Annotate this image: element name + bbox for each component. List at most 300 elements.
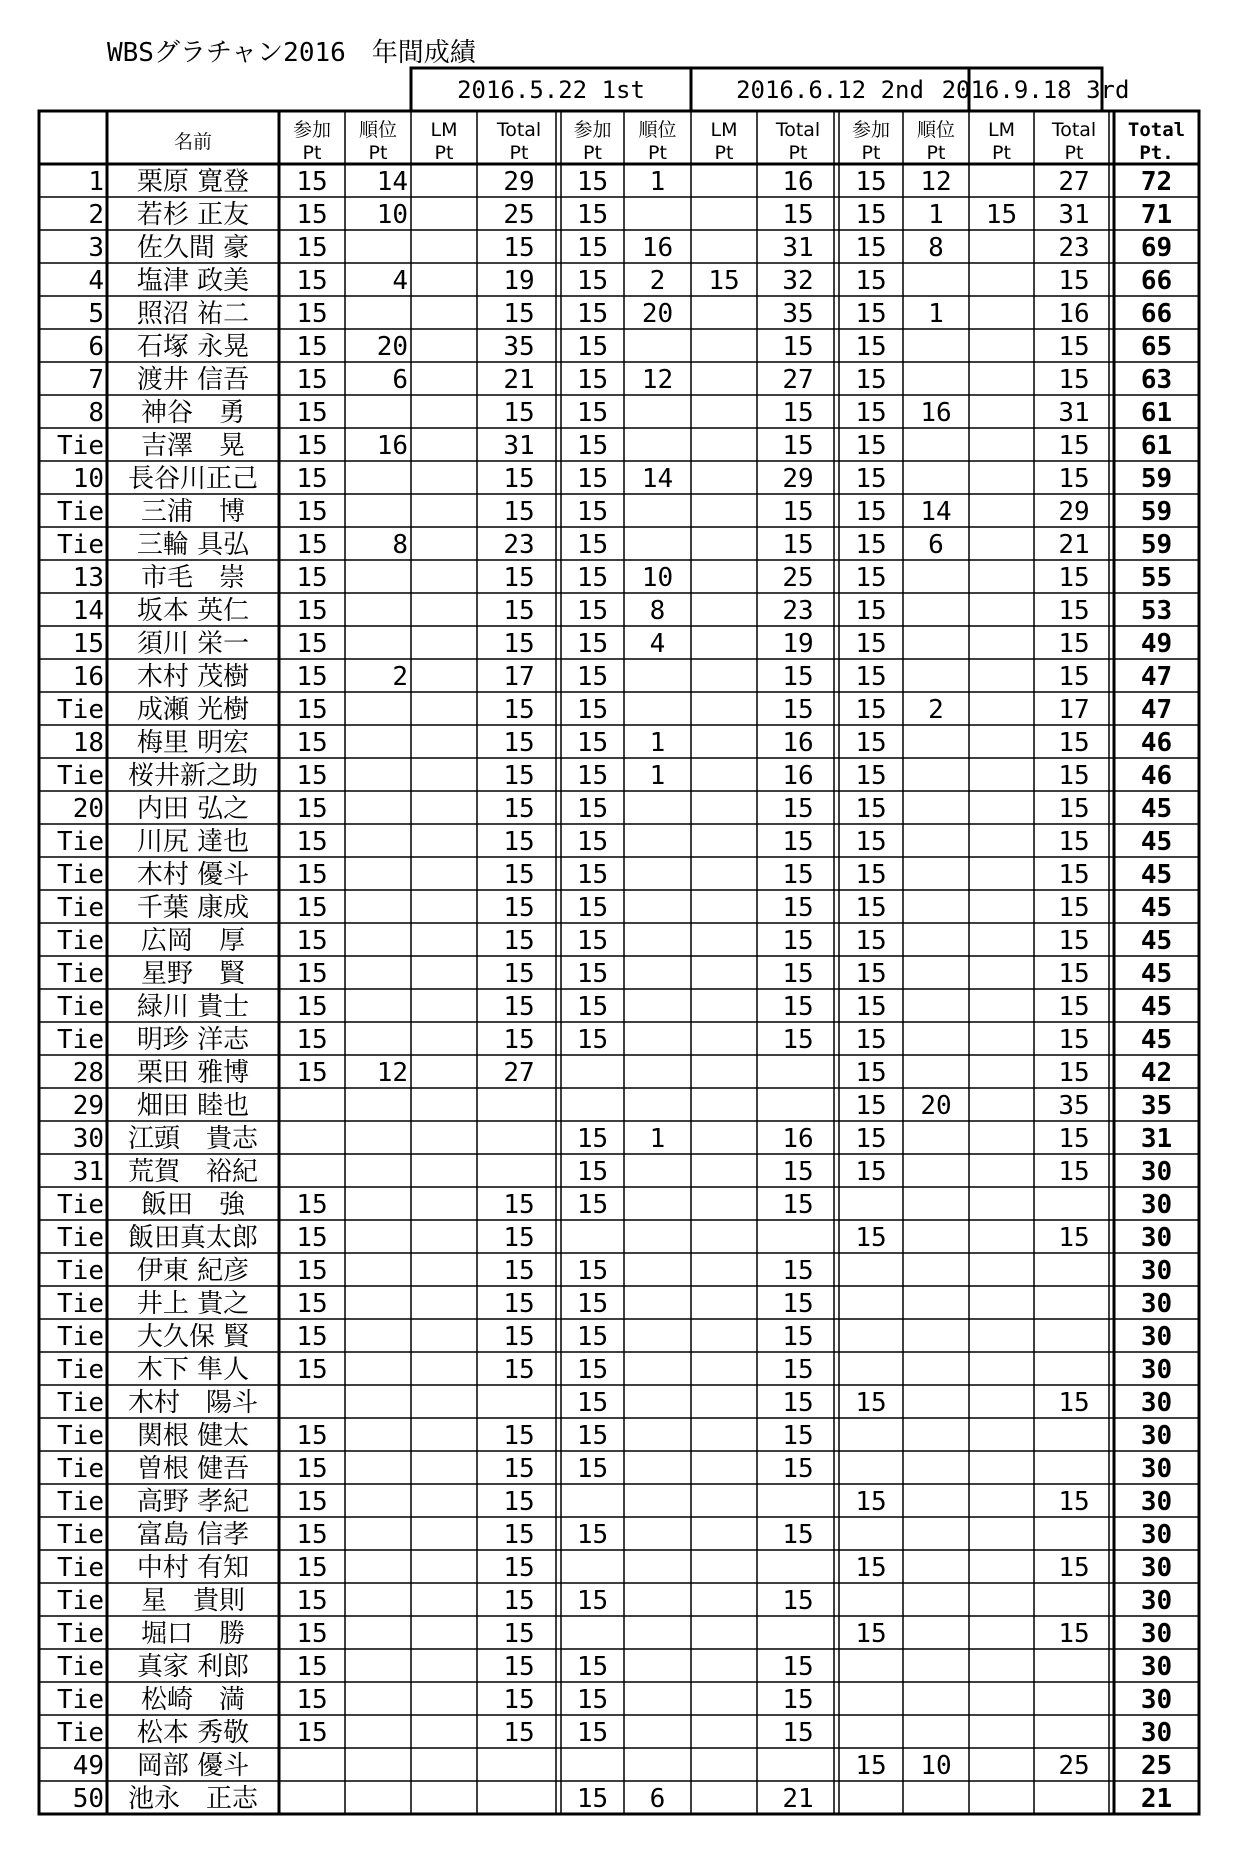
rank-cell: Tie [57,1718,104,1748]
grand-total-cell: 45 [1140,1025,1173,1055]
event-total-cell: 15 [782,860,814,890]
entry-pt-cell: 15 [855,1487,887,1517]
grand-total-cell: 30 [1140,1421,1173,1451]
name-cell: 飯田真太郎 [127,1223,259,1253]
event-total-cell: 15 [782,200,814,230]
entry-pt-cell: 15 [296,1289,328,1319]
event-total-cell: 15 [782,1454,814,1484]
name-cell: 広岡 厚 [140,926,246,956]
entry-pt-cell: 15 [855,959,887,989]
event-total-cell: 15 [1058,332,1090,362]
entry-pt-cell: 15 [296,233,328,263]
event-total-cell: 15 [1058,1124,1090,1154]
grand-total-cell: 45 [1140,860,1173,890]
entry-pt-cell: 15 [855,794,887,824]
place-pt-cell: 1 [928,299,944,329]
name-cell: 真家 利郎 [136,1652,250,1682]
header-sub: 順位 [358,119,398,141]
event-total-cell: 15 [503,794,535,824]
event-total-cell: 15 [782,1388,814,1418]
grand-total-cell: 46 [1140,761,1173,791]
entry-pt-cell: 15 [296,1586,328,1616]
event-total-cell: 15 [1058,827,1090,857]
event-total-cell: 15 [782,1289,814,1319]
event-total-cell: 15 [503,1685,535,1715]
event-total-cell: 15 [782,1586,814,1616]
name-cell: 井上 貴之 [136,1289,250,1319]
entry-pt-cell: 15 [576,1124,609,1154]
entry-pt-cell: 15 [296,893,328,923]
entry-pt-cell: 15 [855,299,887,329]
entry-pt-cell: 15 [296,1553,328,1583]
rank-cell: Tie [57,1355,104,1385]
grand-total-cell: 61 [1140,398,1173,428]
event-total-cell: 19 [782,629,814,659]
event-total-cell: 15 [503,1289,535,1319]
place-pt-cell: 12 [376,1058,408,1088]
event-total-cell: 15 [1058,1058,1090,1088]
event-total-cell: 15 [782,695,814,725]
entry-pt-cell: 15 [576,596,609,626]
entry-pt-cell: 15 [855,563,887,593]
header-name: 名前 [173,131,213,153]
grand-total-cell: 30 [1140,1223,1173,1253]
rank-cell: Tie [57,1025,104,1055]
rank-cell: Tie [57,1454,104,1484]
entry-pt-cell: 15 [576,629,609,659]
grand-total-cell: 30 [1140,1520,1173,1550]
event-total-cell: 15 [503,299,535,329]
event-total-cell: 15 [782,398,814,428]
event-total-cell: 15 [782,926,814,956]
rank-cell: 2 [88,200,104,230]
entry-pt-cell: 15 [576,695,609,725]
event-total-cell: 15 [503,827,535,857]
event-total-cell: 15 [503,959,535,989]
grand-total-cell: 47 [1140,662,1173,692]
rank-cell: Tie [57,431,104,461]
entry-pt-cell: 15 [296,860,328,890]
event-total-cell: 15 [1058,1619,1090,1649]
entry-pt-cell: 15 [576,530,609,560]
event-total-cell: 15 [1058,266,1090,296]
sheet-title: WBSグラチャン2016 年間成績 [107,38,476,68]
lm-pt-cell: 15 [708,266,740,296]
rank-cell: Tie [57,530,104,560]
grand-total-cell: 30 [1140,1355,1173,1385]
grand-total-cell: 59 [1140,497,1173,527]
header-sub: Total [496,119,542,141]
entry-pt-cell: 15 [576,1025,609,1055]
grand-total-cell: 45 [1140,794,1173,824]
entry-pt-cell: 15 [855,464,887,494]
name-cell: 緑川 貴士 [136,992,250,1022]
event-total-cell: 21 [503,365,535,395]
event-total-cell: 15 [1058,761,1090,791]
event-label: 2016.5.22 1st [457,76,645,104]
rank-cell: Tie [57,959,104,989]
header-sub-unit: Pt [861,142,881,164]
grand-total-cell: 47 [1140,695,1173,725]
event-total-cell: 15 [782,893,814,923]
entry-pt-cell: 15 [296,761,328,791]
grand-total-cell: 30 [1140,1256,1173,1286]
entry-pt-cell: 15 [855,1025,887,1055]
entry-pt-cell: 15 [576,893,609,923]
entry-pt-cell: 15 [576,1652,609,1682]
event-total-cell: 15 [1058,860,1090,890]
event-total-cell: 15 [1058,1223,1090,1253]
header-grand-total-unit: Pt. [1139,142,1174,164]
grand-total-cell: 72 [1140,167,1173,197]
grand-total-cell: 30 [1140,1388,1173,1418]
grand-total-cell: 45 [1140,893,1173,923]
place-pt-cell: 8 [928,233,944,263]
event-total-cell: 31 [1058,398,1090,428]
entry-pt-cell: 15 [296,1322,328,1352]
entry-pt-cell: 15 [296,431,328,461]
event-total-cell: 21 [782,1784,814,1814]
event-total-cell: 25 [503,200,535,230]
header-sub: LM [430,119,458,141]
name-cell: 曽根 健吾 [136,1454,250,1484]
entry-pt-cell: 15 [296,827,328,857]
entry-pt-cell: 15 [296,398,328,428]
name-cell: 木下 隼人 [136,1355,250,1385]
entry-pt-cell: 15 [576,1784,609,1814]
entry-pt-cell: 15 [855,1553,887,1583]
event-total-cell: 15 [503,1025,535,1055]
rank-cell: Tie [57,1289,104,1319]
grand-total-cell: 30 [1140,1652,1173,1682]
place-pt-cell: 20 [641,299,674,329]
place-pt-cell: 2 [928,695,944,725]
event-total-cell: 15 [503,1652,535,1682]
event-total-cell: 15 [1058,959,1090,989]
event-total-cell: 15 [503,629,535,659]
header-sub-unit: Pt [648,142,667,164]
event-total-cell: 15 [782,530,814,560]
place-pt-cell: 6 [392,365,408,395]
grand-total-cell: 30 [1140,1718,1173,1748]
grand-total-cell: 25 [1140,1751,1173,1781]
rank-cell: 5 [88,299,104,329]
rank-cell: 50 [72,1784,104,1814]
place-pt-cell: 6 [649,1784,666,1814]
name-cell: 照沼 祐二 [136,299,250,329]
event-total-cell: 15 [503,1355,535,1385]
header-sub: Total [775,119,821,141]
event-total-cell: 35 [782,299,814,329]
rank-cell: Tie [57,1487,104,1517]
place-pt-cell: 20 [920,1091,952,1121]
entry-pt-cell: 15 [576,1388,609,1418]
event-total-cell: 15 [1058,365,1090,395]
place-pt-cell: 8 [649,596,666,626]
name-cell: 吉澤 晃 [140,431,246,461]
name-cell: 市毛 崇 [140,563,246,593]
place-pt-cell: 1 [649,761,666,791]
event-total-cell: 15 [503,1454,535,1484]
event-total-cell: 15 [782,1685,814,1715]
entry-pt-cell: 15 [576,1520,609,1550]
grand-total-cell: 53 [1140,596,1173,626]
entry-pt-cell: 15 [576,332,609,362]
place-pt-cell: 1 [649,728,666,758]
event-total-cell: 16 [782,728,814,758]
entry-pt-cell: 15 [576,860,609,890]
rank-cell: 6 [88,332,104,362]
name-cell: 星野 賢 [140,959,246,989]
name-cell: 関根 健太 [136,1421,250,1451]
event-total-cell: 15 [1058,596,1090,626]
name-cell: 桜井新之助 [127,761,259,791]
entry-pt-cell: 15 [576,728,609,758]
event-total-cell: 15 [782,497,814,527]
event-total-cell: 15 [503,563,535,593]
event-total-cell: 15 [782,1256,814,1286]
entry-pt-cell: 15 [855,398,887,428]
rank-cell: 29 [72,1091,104,1121]
entry-pt-cell: 15 [855,1091,887,1121]
rank-cell: Tie [57,860,104,890]
entry-pt-cell: 15 [296,1685,328,1715]
grand-total-cell: 30 [1140,1454,1173,1484]
place-pt-cell: 10 [376,200,408,230]
header-sub-unit: Pt [926,142,946,164]
event-total-cell: 15 [1058,992,1090,1022]
header-sub: 順位 [638,119,677,141]
grand-total-cell: 65 [1140,332,1173,362]
name-cell: 飯田 強 [140,1190,246,1220]
rank-cell: Tie [57,695,104,725]
event-total-cell: 27 [1058,167,1090,197]
event-total-cell: 15 [503,1223,535,1253]
rank-cell: Tie [57,1388,104,1418]
entry-pt-cell: 15 [296,596,328,626]
entry-pt-cell: 15 [855,365,887,395]
event-total-cell: 15 [503,1190,535,1220]
event-total-cell: 15 [503,1586,535,1616]
entry-pt-cell: 15 [576,365,609,395]
entry-pt-cell: 15 [576,266,609,296]
place-pt-cell: 16 [641,233,674,263]
entry-pt-cell: 15 [855,629,887,659]
rank-cell: Tie [57,1223,104,1253]
name-cell: 畑田 睦也 [136,1091,250,1121]
place-pt-cell: 12 [920,167,952,197]
rank-cell: Tie [57,992,104,1022]
place-pt-cell: 2 [649,266,666,296]
event-total-cell: 31 [782,233,814,263]
event-total-cell: 17 [1058,695,1090,725]
name-cell: 渡井 信吾 [136,365,250,395]
name-cell: 江頭 貴志 [127,1124,259,1154]
results-table [39,68,1199,1820]
event-total-cell: 15 [503,1487,535,1517]
entry-pt-cell: 15 [576,794,609,824]
header-sub: LM [710,119,738,141]
rank-cell: Tie [57,497,104,527]
header-sub-unit: Pt [583,142,602,164]
event-total-cell: 29 [1058,497,1090,527]
entry-pt-cell: 15 [296,1223,328,1253]
header-sub: 参加 [851,119,891,141]
header-sub: Total [1051,119,1097,141]
entry-pt-cell: 15 [576,497,609,527]
grand-total-cell: 30 [1140,1553,1173,1583]
event-total-cell: 15 [503,1619,535,1649]
event-total-cell: 15 [503,893,535,923]
name-cell: 木村 陽斗 [127,1388,259,1418]
grand-total-cell: 46 [1140,728,1173,758]
event-total-cell: 15 [1058,464,1090,494]
event-total-cell: 27 [503,1058,535,1088]
entry-pt-cell: 15 [576,431,609,461]
event-total-cell: 15 [1058,728,1090,758]
place-pt-cell: 6 [928,530,944,560]
entry-pt-cell: 15 [296,1487,328,1517]
entry-pt-cell: 15 [296,332,328,362]
rank-cell: Tie [57,926,104,956]
event-total-cell: 15 [782,959,814,989]
event-total-cell: 15 [503,1520,535,1550]
entry-pt-cell: 15 [855,1058,887,1088]
entry-pt-cell: 15 [855,332,887,362]
place-pt-cell: 14 [641,464,674,494]
event-total-cell: 15 [503,497,535,527]
grand-total-cell: 45 [1140,827,1173,857]
place-pt-cell: 20 [376,332,408,362]
rank-cell: 4 [88,266,104,296]
entry-pt-cell: 15 [296,1355,328,1385]
entry-pt-cell: 15 [576,1685,609,1715]
rank-cell: 15 [72,629,104,659]
entry-pt-cell: 15 [296,1025,328,1055]
entry-pt-cell: 15 [855,1751,887,1781]
entry-pt-cell: 15 [576,1454,609,1484]
entry-pt-cell: 15 [296,662,328,692]
name-cell: 神谷 勇 [140,398,246,428]
grand-total-cell: 30 [1140,1322,1173,1352]
header-sub-unit: Pt [1064,142,1084,164]
rank-cell: 28 [72,1058,104,1088]
event-total-cell: 15 [782,332,814,362]
entry-pt-cell: 15 [576,761,609,791]
entry-pt-cell: 15 [576,1256,609,1286]
entry-pt-cell: 15 [296,1190,328,1220]
grand-total-cell: 31 [1140,1124,1173,1154]
event-total-cell: 17 [503,662,535,692]
place-pt-cell: 14 [920,497,952,527]
event-total-cell: 15 [503,1322,535,1352]
name-cell: 荒賀 裕紀 [127,1157,259,1187]
entry-pt-cell: 15 [855,596,887,626]
event-total-cell: 15 [503,860,535,890]
event-total-cell: 16 [782,167,814,197]
event-total-cell: 15 [782,794,814,824]
rank-cell: 7 [88,365,104,395]
rank-cell: Tie [57,1586,104,1616]
entry-pt-cell: 15 [855,728,887,758]
entry-pt-cell: 15 [855,992,887,1022]
grand-total-cell: 69 [1140,233,1173,263]
event-total-cell: 25 [1058,1751,1090,1781]
rank-cell: 18 [72,728,104,758]
header-sub-unit: Pt [368,142,388,164]
event-total-cell: 29 [503,167,535,197]
rank-cell: 20 [72,794,104,824]
event-total-cell: 15 [1058,1553,1090,1583]
entry-pt-cell: 15 [296,629,328,659]
event-label: 2016.6.12 2nd [736,76,924,104]
entry-pt-cell: 15 [855,926,887,956]
name-cell: 内田 弘之 [136,794,250,824]
entry-pt-cell: 15 [576,167,609,197]
header-sub: 参加 [292,119,332,141]
event-total-cell: 15 [503,233,535,263]
rank-cell: 10 [72,464,104,494]
event-total-cell: 15 [503,728,535,758]
event-total-cell: 15 [503,926,535,956]
event-total-cell: 15 [1058,893,1090,923]
entry-pt-cell: 15 [855,497,887,527]
rank-cell: Tie [57,1685,104,1715]
entry-pt-cell: 15 [855,695,887,725]
place-pt-cell: 4 [392,266,408,296]
event-total-cell: 15 [782,431,814,461]
event-total-cell: 15 [503,1718,535,1748]
entry-pt-cell: 15 [296,563,328,593]
rank-cell: Tie [57,1553,104,1583]
rank-cell: Tie [57,1619,104,1649]
event-total-cell: 15 [782,1025,814,1055]
event-total-cell: 23 [503,530,535,560]
event-total-cell: 31 [1058,200,1090,230]
rank-cell: Tie [57,893,104,923]
event-total-cell: 15 [782,1520,814,1550]
grand-total-cell: 59 [1140,530,1173,560]
event-total-cell: 15 [1058,431,1090,461]
entry-pt-cell: 15 [296,1652,328,1682]
entry-pt-cell: 15 [576,563,609,593]
event-total-cell: 23 [782,596,814,626]
place-pt-cell: 12 [641,365,674,395]
entry-pt-cell: 15 [855,893,887,923]
event-total-cell: 25 [782,563,814,593]
entry-pt-cell: 15 [855,1124,887,1154]
event-total-cell: 15 [782,1190,814,1220]
name-cell: 堀口 勝 [140,1619,246,1649]
entry-pt-cell: 15 [855,1223,887,1253]
entry-pt-cell: 15 [296,1520,328,1550]
event-total-cell: 35 [1058,1091,1090,1121]
event-label: 2016.9.18 3rd [941,76,1130,104]
grand-total-cell: 45 [1140,992,1173,1022]
entry-pt-cell: 15 [296,200,328,230]
entry-pt-cell: 15 [855,1388,887,1418]
event-total-cell: 15 [1058,926,1090,956]
grand-total-cell: 66 [1140,266,1173,296]
entry-pt-cell: 15 [296,1619,328,1649]
event-total-cell: 15 [782,1157,814,1187]
name-cell: 栗原 寛登 [136,167,250,197]
entry-pt-cell: 15 [576,992,609,1022]
entry-pt-cell: 15 [576,1322,609,1352]
grand-total-cell: 63 [1140,365,1173,395]
event-total-cell: 15 [782,827,814,857]
entry-pt-cell: 15 [296,1256,328,1286]
